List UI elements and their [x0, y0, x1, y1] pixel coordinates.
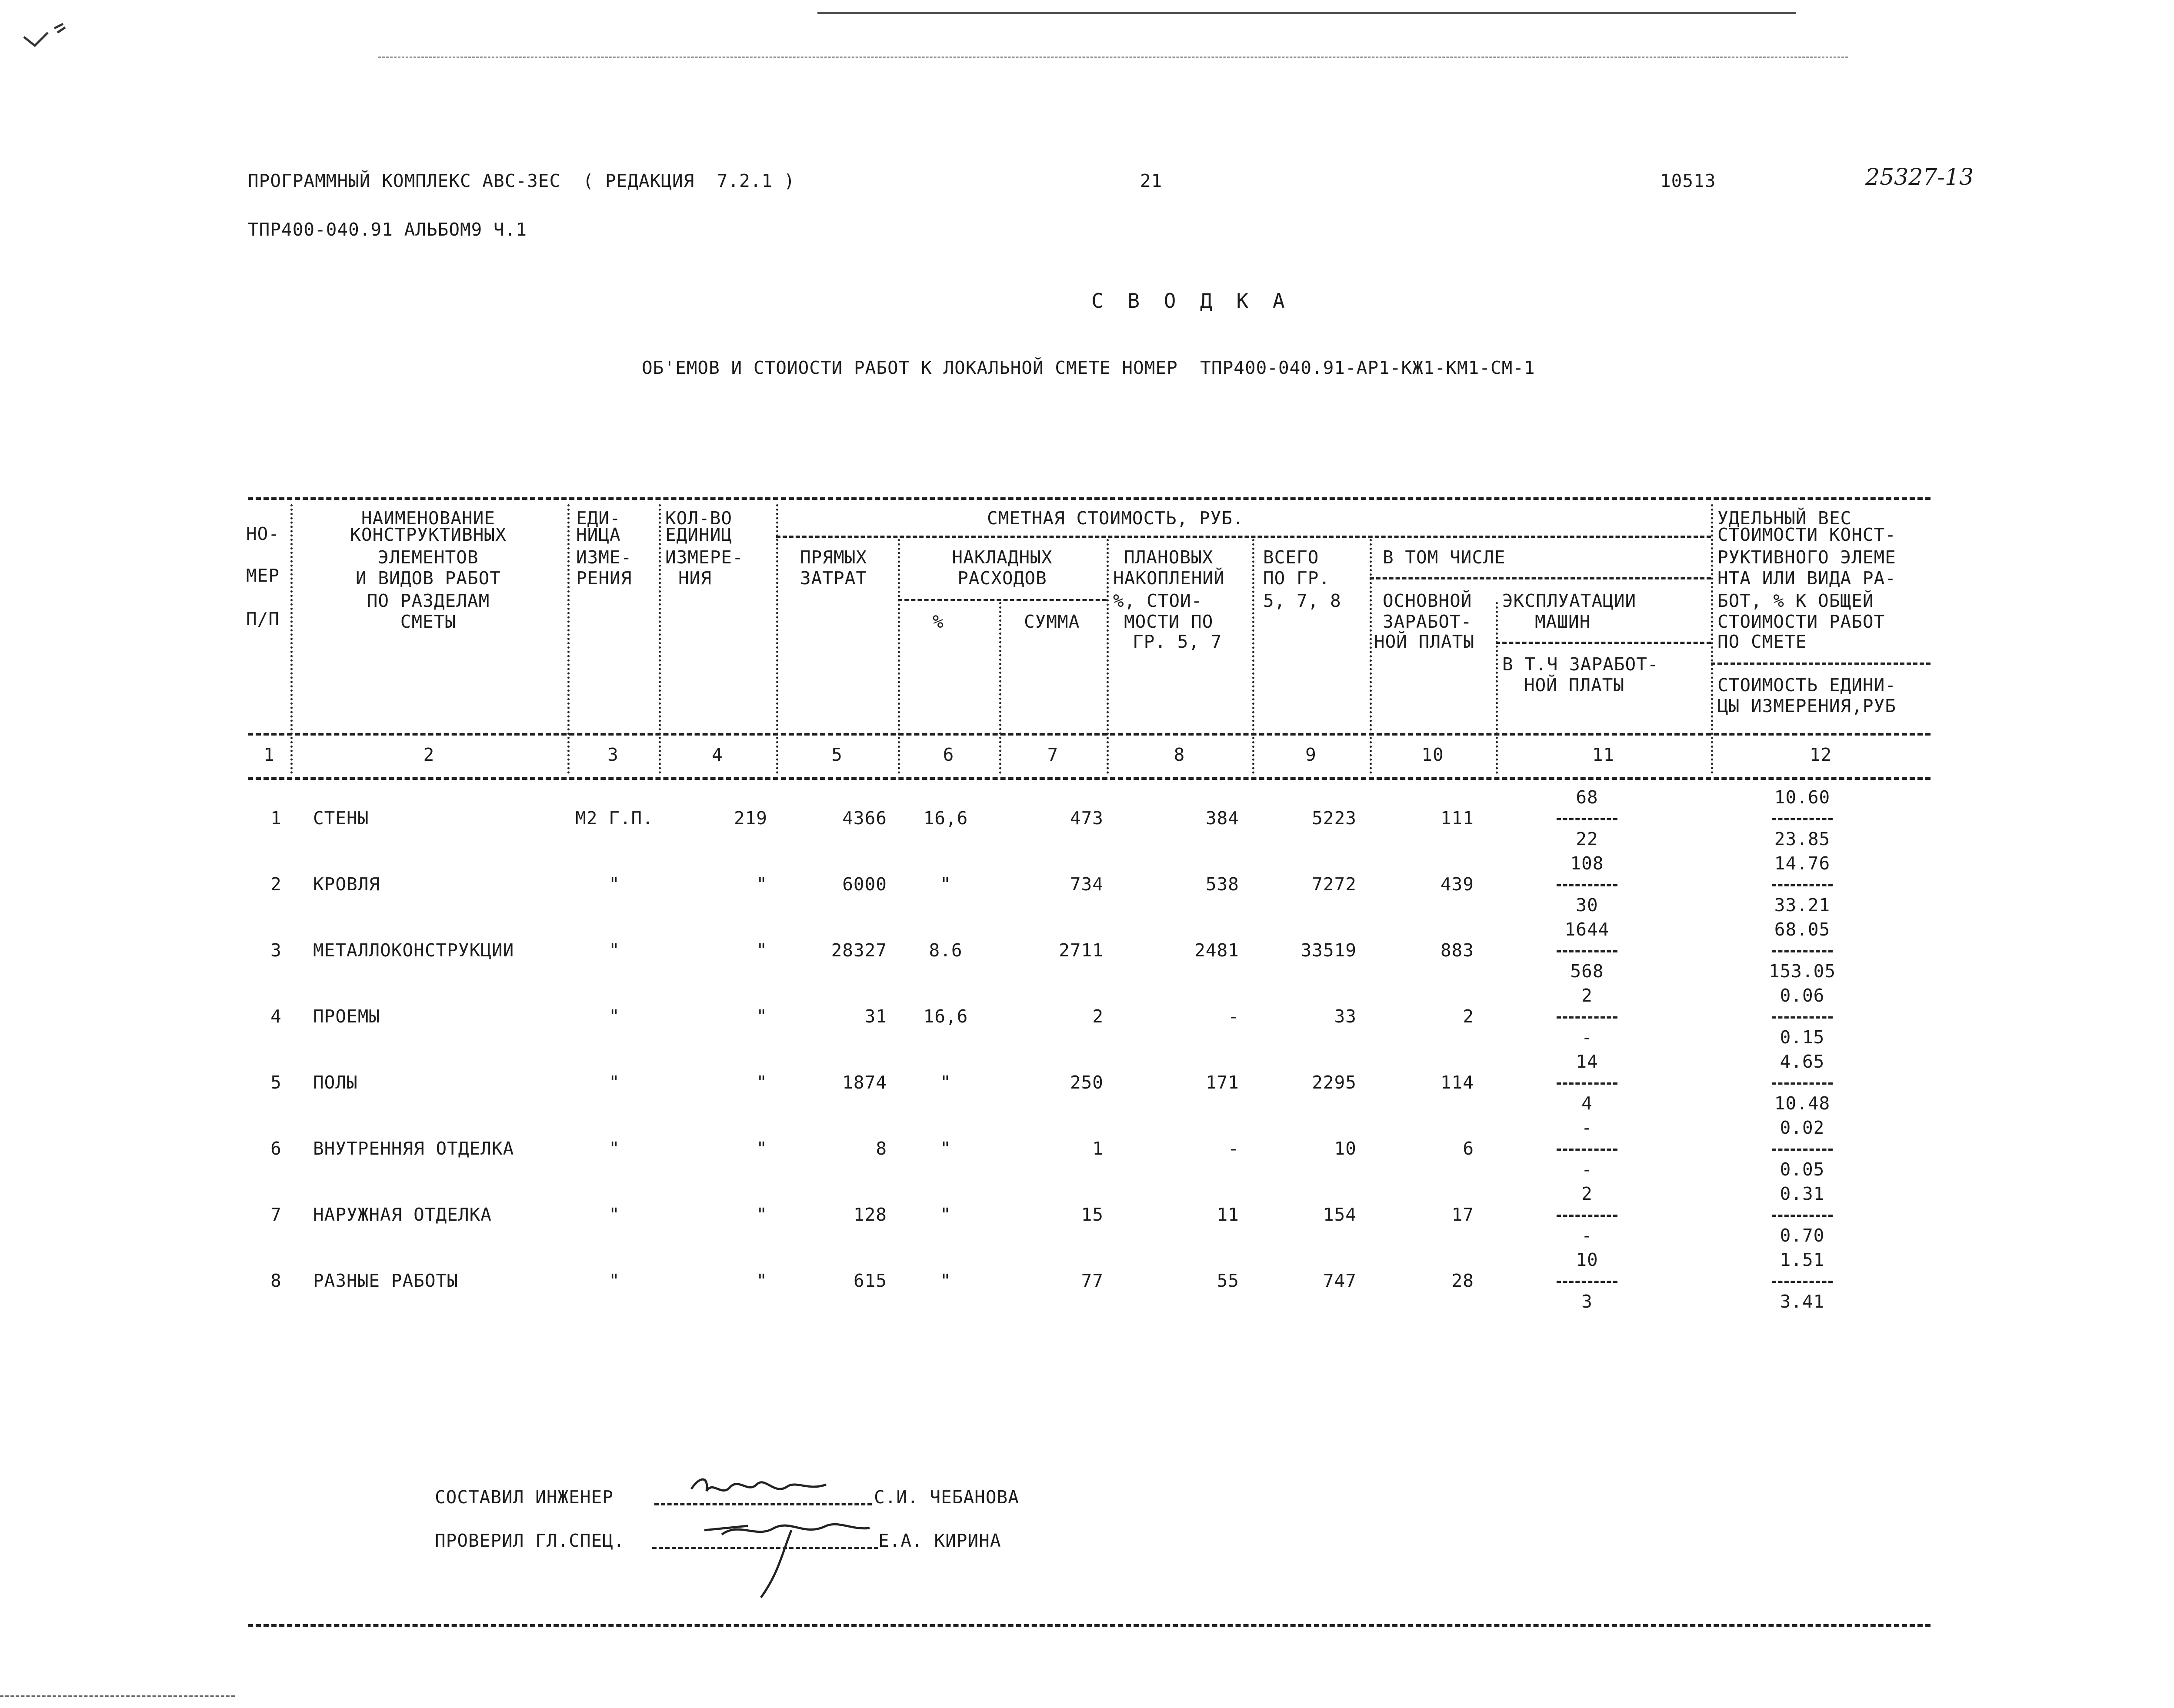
col-sep-11 [1711, 504, 1713, 774]
row-direct-costs: 8 [876, 1138, 887, 1159]
row-name: РАЗНЫЕ РАБОТЫ [313, 1270, 458, 1291]
album-line: ТПР400-040.91 АЛЬБОМ9 Ч.1 [248, 219, 527, 240]
row-base-wage: 28 [1451, 1270, 1474, 1291]
page-subtitle: ОБ'ЕМОВ И СТОИОСТИ РАБОТ К ЛОКАЛЬНОЙ СМЕТЕ НОМЕР ТПР400-040.91-АР1-КЖ1-КМ1-СМ-1 [642, 357, 1535, 378]
row-overhead-percent: " [940, 1270, 951, 1291]
row-share-percent: 4.65 [1780, 1051, 1825, 1072]
col-sep-8 [1252, 539, 1254, 774]
row-machine-cost: - [1581, 1117, 1593, 1138]
row-machine-wage: 4 [1581, 1093, 1593, 1114]
row-machine-fraction-bar [1557, 1149, 1617, 1151]
row-total: 5223 [1312, 808, 1357, 829]
row-unit: " [609, 1204, 620, 1225]
row-machine-fraction-bar [1557, 1016, 1617, 1019]
row-machine-fraction-bar [1557, 1281, 1617, 1283]
table-top-rule [248, 497, 1931, 500]
row-overhead-percent: " [940, 1138, 951, 1159]
checked-name: Е.А. КИРИНА [878, 1530, 1001, 1551]
row-machine-wage: - [1581, 1027, 1593, 1048]
row-machine-wage: - [1581, 1225, 1593, 1246]
row-overhead-percent: 16,6 [923, 1006, 968, 1027]
row-machine-fraction-bar [1557, 1082, 1617, 1085]
row-machine-wage: 22 [1576, 829, 1598, 849]
row-share-fraction-bar [1772, 1082, 1833, 1085]
page-title: С В О Д К А [1091, 289, 1291, 313]
row-direct-costs: 28327 [831, 940, 887, 961]
row-overhead-sum: 2 [1092, 1006, 1104, 1027]
row-unit: " [609, 1270, 620, 1291]
top-scan-dashes [378, 57, 1848, 58]
row-unit: " [609, 940, 620, 961]
program-line: ПРОГРАММНЫЙ КОМПЛЕКС АВС-3ЕС ( РЕДАКЦИЯ 7.2.1 ) [248, 170, 795, 191]
row-quantity: " [756, 1006, 767, 1027]
row-unit-cost: 153.05 [1768, 961, 1836, 982]
row-name: ВНУТРЕННЯЯ ОТДЕЛКА [313, 1138, 514, 1159]
row-machine-wage: 568 [1570, 961, 1604, 982]
row-overhead-sum: 250 [1070, 1072, 1104, 1093]
row-share-fraction-bar [1772, 950, 1833, 952]
row-base-wage: 17 [1451, 1204, 1474, 1225]
checked-signature [696, 1513, 878, 1600]
row-unit-cost: 33.21 [1774, 895, 1831, 916]
row-share-percent: 0.31 [1780, 1183, 1825, 1204]
row-name: КРОВЛЯ [313, 874, 380, 895]
row-name: СТЕНЫ [313, 808, 369, 829]
row-machine-cost: 2 [1581, 985, 1593, 1006]
row-direct-costs: 31 [864, 1006, 887, 1027]
row-machine-fraction-bar [1557, 818, 1617, 820]
row-machine-cost: 1644 [1564, 919, 1610, 940]
col-sep-3 [659, 504, 661, 774]
row-planned-savings: 384 [1205, 808, 1239, 829]
overhead-group-rule [898, 599, 1107, 601]
row-number: 5 [270, 1072, 282, 1093]
share-sub-rule [1711, 663, 1931, 665]
row-unit: " [609, 1138, 620, 1159]
row-machine-cost: 14 [1576, 1051, 1598, 1072]
row-total: 7272 [1312, 874, 1357, 895]
row-machine-wage: 3 [1581, 1291, 1593, 1312]
doc-code: 10513 [1660, 170, 1716, 191]
header-col-7: СУММА [1024, 611, 1080, 632]
corner-stray-marks [0, 1695, 235, 1697]
col-sep-7 [1107, 539, 1109, 774]
row-share-fraction-bar [1772, 1281, 1833, 1283]
row-overhead-percent: " [940, 1072, 951, 1093]
header-bottom-rule [248, 733, 1931, 736]
row-planned-savings: 538 [1205, 874, 1239, 895]
row-number: 7 [270, 1204, 282, 1225]
row-quantity: " [756, 1204, 767, 1225]
machine-sub-rule [1496, 642, 1711, 644]
row-number: 1 [270, 808, 282, 829]
row-machine-cost: 68 [1576, 787, 1598, 808]
row-share-percent: 68.05 [1774, 919, 1831, 940]
row-planned-savings: - [1228, 1006, 1239, 1027]
top-scan-line [817, 12, 1796, 14]
row-unit: " [609, 1072, 620, 1093]
row-machine-wage: 30 [1576, 895, 1598, 916]
row-unit-cost: 10.48 [1774, 1093, 1831, 1114]
compiled-label: СОСТАВИЛ ИНЖЕНЕР [435, 1487, 614, 1508]
row-unit-cost: 0.70 [1780, 1225, 1825, 1246]
row-base-wage: 111 [1440, 808, 1474, 829]
row-base-wage: 439 [1440, 874, 1474, 895]
row-share-fraction-bar [1772, 1215, 1833, 1217]
row-overhead-percent: 16,6 [923, 808, 968, 829]
col-sep-4 [776, 504, 778, 774]
row-quantity: " [756, 1072, 767, 1093]
row-total: 747 [1323, 1270, 1357, 1291]
row-quantity: " [756, 1270, 767, 1291]
row-share-percent: 0.02 [1780, 1117, 1825, 1138]
row-base-wage: 883 [1440, 940, 1474, 961]
row-share-fraction-bar [1772, 818, 1833, 820]
col-sep-9 [1370, 539, 1372, 774]
row-base-wage: 6 [1463, 1138, 1474, 1159]
row-name: ПОЛЫ [313, 1072, 358, 1093]
row-machine-fraction-bar [1557, 950, 1617, 952]
col-sep-2 [567, 504, 570, 774]
row-share-fraction-bar [1772, 1149, 1833, 1151]
row-direct-costs: 615 [853, 1270, 887, 1291]
row-direct-costs: 4366 [842, 808, 887, 829]
row-total: 33 [1334, 1006, 1357, 1027]
row-machine-fraction-bar [1557, 1215, 1617, 1217]
row-unit: М2 Г.П. [575, 808, 654, 829]
row-unit-cost: 0.15 [1780, 1027, 1825, 1048]
row-share-fraction-bar [1772, 884, 1833, 886]
row-machine-cost: 108 [1570, 853, 1604, 874]
numbers-bottom-rule [248, 777, 1931, 780]
row-direct-costs: 128 [853, 1204, 887, 1225]
row-number: 4 [270, 1006, 282, 1027]
row-direct-costs: 6000 [842, 874, 887, 895]
row-overhead-percent: 8.6 [929, 940, 963, 961]
bottom-dash-rule [248, 1624, 1931, 1627]
row-number: 2 [270, 874, 282, 895]
row-overhead-sum: 473 [1070, 808, 1104, 829]
row-machine-cost: 2 [1581, 1183, 1593, 1204]
header-col-6: % [933, 611, 944, 632]
col-sep-1 [290, 504, 293, 774]
row-planned-savings: 2481 [1194, 940, 1239, 961]
row-unit-cost: 0.05 [1780, 1159, 1825, 1180]
row-quantity: 219 [734, 808, 767, 829]
row-base-wage: 2 [1463, 1006, 1474, 1027]
row-planned-savings: 55 [1217, 1270, 1239, 1291]
checked-label: ПРОВЕРИЛ ГЛ.СПЕЦ. [435, 1530, 625, 1551]
row-total: 33519 [1300, 940, 1357, 961]
header-incl-group: В ТОМ ЧИСЛЕ [1383, 547, 1506, 568]
row-unit: " [609, 874, 620, 895]
row-overhead-sum: 77 [1081, 1270, 1104, 1291]
row-overhead-sum: 734 [1070, 874, 1104, 895]
row-quantity: " [756, 1138, 767, 1159]
row-planned-savings: - [1228, 1138, 1239, 1159]
row-overhead-percent: " [940, 874, 951, 895]
row-machine-fraction-bar [1557, 884, 1617, 886]
row-quantity: " [756, 874, 767, 895]
page-number: 21 [1140, 170, 1163, 191]
corner-check-mark [22, 20, 70, 50]
row-unit: " [609, 1006, 620, 1027]
row-name: МЕТАЛЛОКОНСТРУКЦИИ [313, 940, 514, 961]
header-cost-group: СМЕТНАЯ СТОИМОСТЬ, РУБ. [987, 508, 1244, 529]
row-planned-savings: 11 [1217, 1204, 1239, 1225]
row-overhead-sum: 1 [1092, 1138, 1104, 1159]
row-quantity: " [756, 940, 767, 961]
row-share-percent: 14.76 [1774, 853, 1831, 874]
doc-number-handwritten: 25327-13 [1865, 164, 1974, 190]
row-name: НАРУЖНАЯ ОТДЕЛКА [313, 1204, 492, 1225]
incl-group-rule [1370, 577, 1711, 579]
row-number: 3 [270, 940, 282, 961]
row-base-wage: 114 [1440, 1072, 1474, 1093]
row-machine-wage: - [1581, 1159, 1593, 1180]
row-overhead-percent: " [940, 1204, 951, 1225]
row-share-percent: 10.60 [1774, 787, 1831, 808]
compiled-signature [687, 1472, 844, 1506]
row-planned-savings: 171 [1205, 1072, 1239, 1093]
row-share-percent: 1.51 [1780, 1249, 1825, 1270]
row-machine-cost: 10 [1576, 1249, 1598, 1270]
row-total: 2295 [1312, 1072, 1357, 1093]
row-overhead-sum: 2711 [1059, 940, 1104, 961]
row-overhead-sum: 15 [1081, 1204, 1104, 1225]
row-share-fraction-bar [1772, 1016, 1833, 1019]
row-number: 8 [270, 1270, 282, 1291]
row-unit-cost: 23.85 [1774, 829, 1831, 849]
row-total: 154 [1323, 1204, 1357, 1225]
row-direct-costs: 1874 [842, 1072, 887, 1093]
row-share-percent: 0.06 [1780, 985, 1825, 1006]
row-number: 6 [270, 1138, 282, 1159]
row-unit-cost: 3.41 [1780, 1291, 1825, 1312]
cost-group-rule [776, 536, 1711, 538]
row-total: 10 [1334, 1138, 1357, 1159]
row-name: ПРОЕМЫ [313, 1006, 380, 1027]
compiled-name: С.И. ЧЕБАНОВА [874, 1487, 1019, 1508]
